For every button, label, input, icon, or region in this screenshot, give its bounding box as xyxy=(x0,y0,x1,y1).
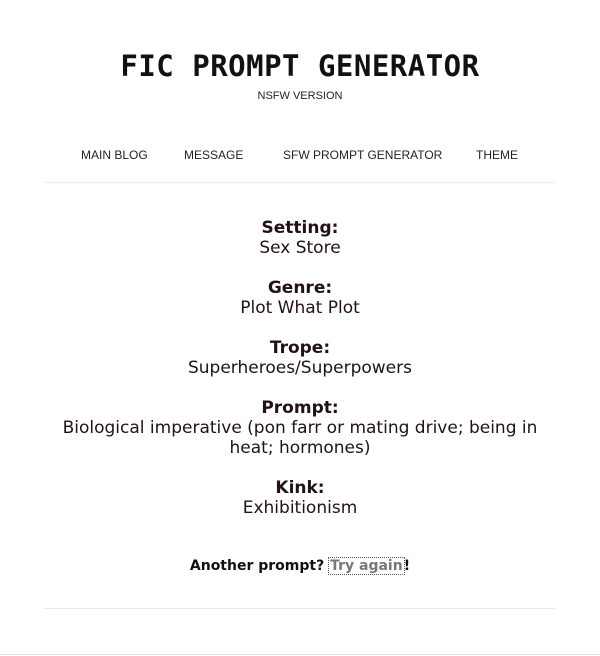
nav-main-blog-link[interactable]: MAIN BLOG xyxy=(81,148,148,162)
divider-bottom xyxy=(44,608,555,609)
divider-top xyxy=(44,182,555,183)
another-prompt-text: Another prompt? xyxy=(189,558,325,574)
trope-value: Superheroes/Superpowers xyxy=(187,358,412,378)
prompt-field xyxy=(50,398,550,458)
kink-field xyxy=(50,478,550,518)
prompt-label: Prompt: xyxy=(261,398,339,418)
setting-label: Setting: xyxy=(261,218,339,238)
trope-label: Trope: xyxy=(269,338,331,358)
try-again-link[interactable]: Try again xyxy=(330,558,403,574)
prompt-value: Biological imperative (pon farr or mating drive; being in heat; hormones) xyxy=(62,418,538,458)
kink-value: Exhibitionism xyxy=(242,498,358,518)
genre-label: Genre: xyxy=(267,278,333,298)
genre-value: Plot What Plot xyxy=(240,298,360,318)
page-bottom-border xyxy=(0,654,600,655)
site-subtitle: NSFW VERSION xyxy=(257,90,343,102)
another-prompt-line xyxy=(0,556,600,576)
site-title[interactable]: FIC PROMPT GENERATOR xyxy=(120,49,480,83)
setting-value: Sex Store xyxy=(259,238,341,258)
nav-theme-link[interactable]: THEME xyxy=(476,148,518,162)
prompt-content xyxy=(50,218,550,538)
genre-field xyxy=(50,278,550,318)
exclamation-text: ! xyxy=(403,558,411,574)
trope-field xyxy=(50,338,550,378)
kink-label: Kink: xyxy=(275,478,325,498)
nav-sfw-prompt-generator-link[interactable]: SFW PROMPT GENERATOR xyxy=(283,148,443,162)
nav-message-link[interactable]: MESSAGE xyxy=(184,148,244,162)
main-nav xyxy=(0,146,600,166)
setting-field xyxy=(50,218,550,258)
